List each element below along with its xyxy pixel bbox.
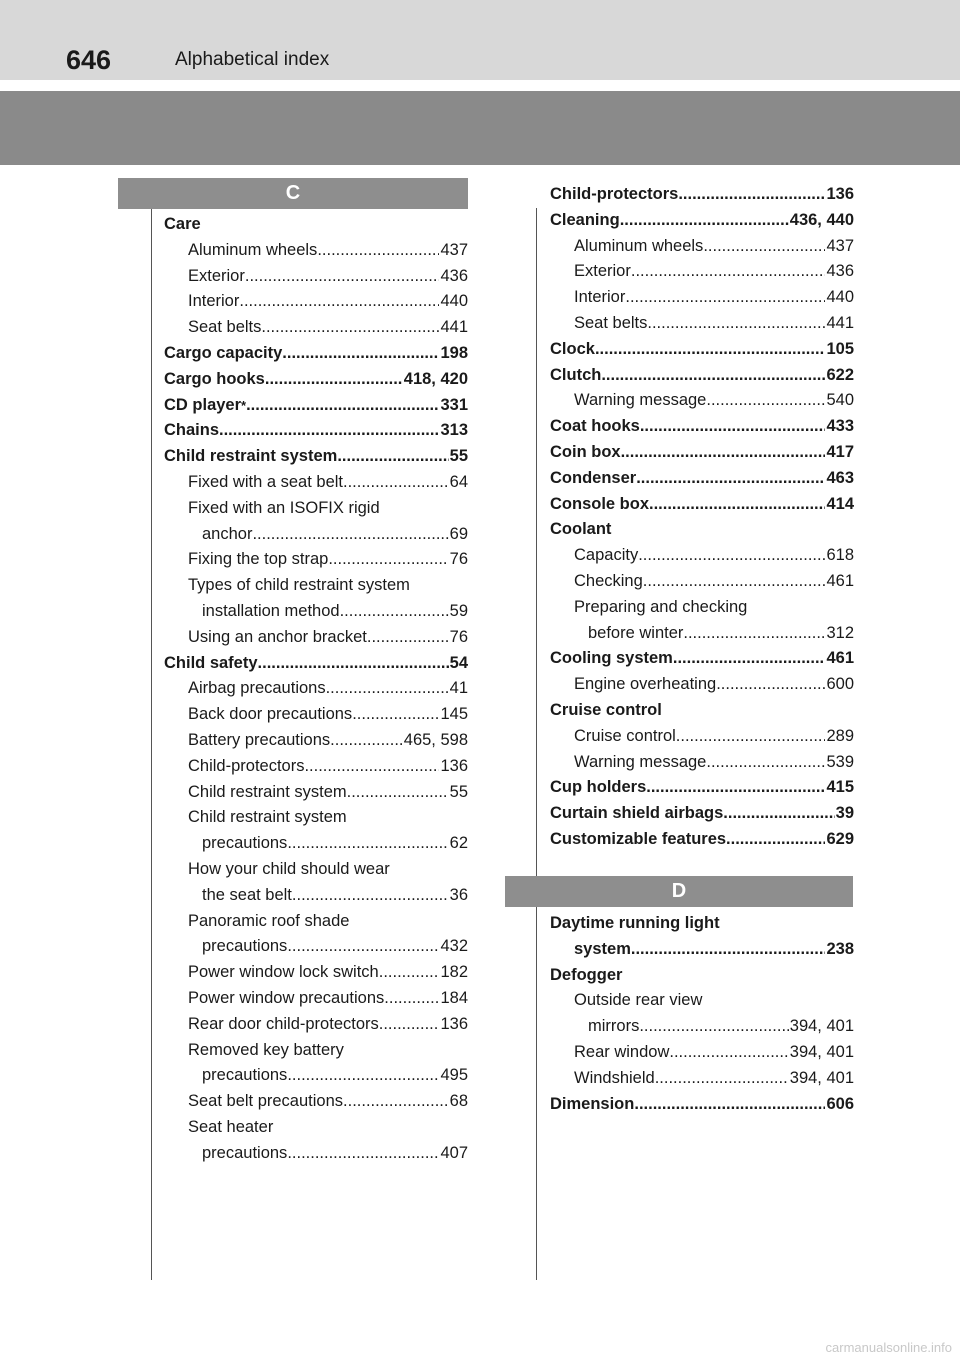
- index-entry-term: Console box: [550, 494, 650, 513]
- index-entry-term: Child restraint system: [188, 782, 347, 801]
- index-entry-term: Airbag precautions: [188, 679, 326, 698]
- index-entry-page: 312: [826, 623, 854, 642]
- index-entry-term: Coolant: [550, 520, 612, 539]
- index-entry-term: Exterior: [188, 266, 245, 285]
- index-entry: [550, 801, 854, 827]
- dot-leader: [676, 724, 826, 750]
- dot-leader: [634, 1092, 825, 1118]
- index-entry: [550, 827, 854, 853]
- index-entry: [164, 315, 468, 341]
- dot-leader: [620, 208, 789, 234]
- index-entry-term: Dimension: [550, 1094, 635, 1113]
- index-entry-page: 36: [449, 885, 468, 904]
- index-entry: [550, 440, 854, 466]
- index-entry-page: 39: [835, 804, 854, 823]
- index-entry: [164, 857, 468, 883]
- index-entry: [164, 728, 468, 754]
- index-entry: [164, 934, 468, 960]
- dot-leader: [340, 599, 449, 625]
- index-entry: [550, 311, 854, 337]
- index-entry-term: Curtain shield airbags: [550, 804, 724, 823]
- index-entry: [550, 1014, 854, 1040]
- dot-leader: [287, 1063, 439, 1089]
- index-entry: [550, 492, 854, 518]
- dot-leader: [337, 444, 448, 470]
- index-entry: [550, 517, 854, 543]
- index-entry: [164, 805, 468, 831]
- dot-leader: [265, 367, 403, 393]
- index-entry-page: 539: [826, 752, 854, 771]
- index-entry-term: Preparing and checking: [574, 597, 748, 616]
- index-entry-term: Cup holders: [550, 778, 647, 797]
- index-entry-page: 105: [826, 339, 854, 358]
- dot-leader: [317, 238, 439, 264]
- index-column-left: [164, 212, 468, 1166]
- index-entry-page: 289: [826, 726, 854, 745]
- index-entry-term: Chains: [164, 421, 220, 440]
- index-entry-term: Seat belts: [574, 313, 648, 332]
- dot-leader: [723, 801, 834, 827]
- index-entry: [550, 1066, 854, 1092]
- index-entry-term: Child-protectors: [188, 756, 305, 775]
- index-entry: [164, 264, 468, 290]
- index-entry-term: Checking: [574, 571, 643, 590]
- index-entry-term: precautions: [202, 1066, 288, 1085]
- dot-leader: [631, 259, 826, 285]
- index-column-right-c: [550, 182, 854, 853]
- index-entry: [164, 289, 468, 315]
- index-entry-term: Aluminum wheels: [188, 240, 318, 259]
- index-entry: [164, 1115, 468, 1141]
- index-entry-page: 62: [449, 834, 468, 853]
- index-entry-page: 54: [449, 653, 468, 672]
- index-entry-page: 68: [449, 1092, 468, 1111]
- dot-leader: [379, 960, 440, 986]
- index-entry-term: Engine overheating: [574, 675, 717, 694]
- index-entry-term: Cleaning: [550, 210, 620, 229]
- dot-leader: [636, 466, 825, 492]
- index-entry: [164, 754, 468, 780]
- index-entry: [550, 672, 854, 698]
- index-entry-page: 436, 440: [789, 210, 854, 229]
- index-entry: [550, 569, 854, 595]
- index-entry: [164, 960, 468, 986]
- dot-leader: [643, 569, 826, 595]
- index-entry: [550, 1092, 854, 1118]
- index-entry-page: 313: [440, 421, 468, 440]
- dot-leader: [246, 393, 439, 419]
- watermark: carmanualsonline.info: [825, 1340, 952, 1355]
- dot-leader: [379, 1012, 440, 1038]
- index-entry-page: 440: [826, 288, 854, 307]
- page-title: Alphabetical index: [175, 49, 330, 70]
- index-entry: [164, 522, 468, 548]
- index-entry-term: Daytime running light: [550, 914, 720, 932]
- index-entry-term: anchor: [202, 524, 253, 543]
- index-entry-term: Child safety: [164, 653, 258, 672]
- index-entry-page: 461: [826, 571, 854, 590]
- index-entry: [164, 909, 468, 935]
- dot-leader: [649, 492, 825, 518]
- index-entry: [164, 1038, 468, 1064]
- index-entry: [550, 937, 854, 963]
- index-entry: [550, 208, 854, 234]
- dot-leader: [669, 1040, 788, 1066]
- index-entry-page: 184: [440, 988, 468, 1007]
- dot-leader: [328, 547, 448, 573]
- index-entry-page: 238: [826, 939, 854, 958]
- index-entry-term: Fixed with an ISOFIX rigid: [188, 498, 380, 517]
- index-entry-term: Rear window: [574, 1042, 670, 1061]
- index-entry-term: Clock: [550, 339, 595, 358]
- dot-leader: [703, 234, 825, 260]
- dot-leader: [726, 827, 825, 853]
- dot-leader: [631, 937, 826, 963]
- index-entry-page: 440: [440, 292, 468, 311]
- dot-leader: [367, 625, 449, 651]
- index-entry: [164, 986, 468, 1012]
- index-entry-term: Fixed with a seat belt: [188, 472, 343, 491]
- index-entry-term: Types of child restraint system: [188, 576, 410, 595]
- index-entry: [550, 543, 854, 569]
- index-entry-term: Cooling system: [550, 649, 673, 668]
- index-entry: [164, 547, 468, 573]
- index-entry-term: Child restraint system: [188, 808, 347, 827]
- index-entry-page: 414: [826, 494, 854, 513]
- index-entry-page: 136: [440, 756, 468, 775]
- index-entry-term: Capacity: [574, 546, 639, 565]
- index-entry: [164, 625, 468, 651]
- index-entry: [164, 470, 468, 496]
- index-entry-term: the seat belt: [202, 885, 292, 904]
- index-entry-term: Fixing the top strap: [188, 550, 329, 569]
- dot-leader: [330, 728, 403, 754]
- index-entry-page: 432: [440, 937, 468, 956]
- index-entry-term: system: [574, 939, 631, 958]
- index-entry-term: Removed key battery: [188, 1040, 344, 1059]
- index-entry-term: installation method: [202, 601, 340, 620]
- index-entry-term: Interior: [188, 292, 240, 311]
- index-entry-term: Defogger: [550, 965, 623, 984]
- index-entry-page: 415: [826, 778, 854, 797]
- index-entry-term: Rear door child-protectors: [188, 1014, 379, 1033]
- index-entry-term: Cargo capacity: [164, 343, 283, 362]
- index-entry: [164, 702, 468, 728]
- index-entry-page: 441: [440, 318, 468, 337]
- index-entry-page: 436: [826, 262, 854, 281]
- index-entry: [550, 466, 854, 492]
- index-entry: [550, 621, 854, 647]
- index-entry-term: Back door precautions: [188, 705, 353, 724]
- index-entry-page: 394, 401: [789, 1017, 854, 1036]
- index-entry-term: Condenser: [550, 468, 637, 487]
- index-entry-page: 495: [440, 1066, 468, 1085]
- index-entry-term: precautions: [202, 1143, 288, 1162]
- index-entry-page: 418, 420: [403, 369, 468, 388]
- dot-leader: [601, 363, 825, 389]
- index-entry: [164, 651, 468, 677]
- index-entry: [164, 1089, 468, 1115]
- index-entry: [164, 418, 468, 444]
- dot-leader: [239, 289, 439, 315]
- index-entry: CD player * ..... 331: [164, 393, 468, 419]
- index-entry-term: Windshield: [574, 1068, 655, 1087]
- index-entry: [550, 259, 854, 285]
- page-number: 646: [66, 45, 112, 75]
- dot-leader: [621, 440, 826, 466]
- index-entry-term: Exterior: [574, 262, 631, 281]
- index-entry: [164, 367, 468, 393]
- dot-leader: [343, 470, 449, 496]
- index-entry-page: 465, 598: [403, 730, 468, 749]
- index-entry: [164, 831, 468, 857]
- index-entry: [550, 646, 854, 672]
- header-band: [0, 0, 960, 80]
- index-entry-term: Aluminum wheels: [574, 236, 704, 255]
- index-entry: [550, 750, 854, 776]
- index-entry-page: 198: [440, 343, 468, 362]
- dot-leader: [625, 285, 825, 311]
- dot-leader: [683, 621, 825, 647]
- index-entry-page: 69: [449, 524, 468, 543]
- index-entry-term: How your child should wear: [188, 859, 390, 878]
- index-entry-page: 394, 401: [789, 1068, 854, 1087]
- index-entry-page: 437: [826, 236, 854, 255]
- dot-leader: [347, 780, 449, 806]
- index-entry: [550, 363, 854, 389]
- index-entry-term: before winter: [588, 623, 684, 642]
- index-entry: [550, 963, 854, 989]
- dot-leader: [673, 646, 826, 672]
- index-entry-term: Child restraint system: [164, 447, 338, 466]
- dot-leader: [287, 934, 439, 960]
- index-entry-term: Outside rear view: [574, 991, 703, 1010]
- index-entry: [550, 1040, 854, 1066]
- index-entry-page: 136: [826, 185, 854, 203]
- index-entry: [164, 341, 468, 367]
- index-entry-page: 76: [449, 550, 468, 569]
- index-entry-page: 437: [440, 240, 468, 259]
- index-entry-term: Care: [164, 215, 201, 233]
- index-entry-page: 407: [440, 1143, 468, 1162]
- index-entry-page: 64: [449, 472, 468, 491]
- index-entry-term: Power window precautions: [188, 988, 385, 1007]
- index-entry-term: Clutch: [550, 365, 602, 384]
- index-entry-page: 622: [826, 365, 854, 384]
- index-entry: [164, 883, 468, 909]
- index-entry: [550, 911, 854, 937]
- index-entry-term: CD player: [164, 395, 242, 414]
- index-entry-term: Battery precautions: [188, 730, 331, 749]
- dot-leader: [292, 883, 449, 909]
- index-entry-page: 55: [449, 447, 468, 466]
- index-entry-term: Power window lock switch: [188, 963, 379, 982]
- dot-leader: [639, 1014, 788, 1040]
- dot-leader: [716, 672, 825, 698]
- dot-leader: [326, 676, 449, 702]
- index-entry-term: Cruise control: [550, 700, 662, 719]
- section-header-d: D: [505, 876, 853, 907]
- index-entry-term: Interior: [574, 288, 626, 307]
- index-entry: [550, 285, 854, 311]
- index-entry-term: mirrors: [588, 1017, 640, 1036]
- index-entry: [550, 988, 854, 1014]
- dot-leader: [678, 182, 825, 208]
- dot-leader: [640, 414, 826, 440]
- dot-leader: [258, 651, 449, 677]
- dot-leader: [352, 702, 439, 728]
- index-entry-term: Child-protectors: [550, 185, 679, 203]
- index-entry-term: Customizable features: [550, 829, 727, 848]
- index-entry-page: 145: [440, 705, 468, 724]
- dot-leader: [261, 315, 439, 341]
- index-entry-page: 606: [826, 1094, 854, 1113]
- index-entry-term: Seat heater: [188, 1117, 274, 1136]
- decorative-band: [0, 91, 960, 165]
- dot-leader: [282, 341, 439, 367]
- index-entry: [550, 724, 854, 750]
- index-entry-page: 629: [826, 829, 854, 848]
- index-entry-page: 41: [449, 679, 468, 698]
- index-entry-term: Warning message: [574, 752, 707, 771]
- index-entry: [164, 1012, 468, 1038]
- index-entry: [550, 698, 854, 724]
- index-column-right-d: [550, 911, 854, 1117]
- index-entry: [550, 775, 854, 801]
- index-entry-term: Cruise control: [574, 726, 676, 745]
- index-entry-page: 55: [449, 782, 468, 801]
- index-entry-page: 436: [440, 266, 468, 285]
- right-column-rule: [536, 208, 537, 1280]
- index-entry-page: 76: [449, 627, 468, 646]
- index-entry-term: Warning message: [574, 391, 707, 410]
- index-entry: [550, 595, 854, 621]
- dot-leader: [219, 418, 439, 444]
- index-entry-term: Panoramic roof shade: [188, 911, 350, 930]
- index-entry-page: 59: [449, 601, 468, 620]
- index-entry: [164, 676, 468, 702]
- dot-leader: [706, 388, 825, 414]
- index-entry: [550, 414, 854, 440]
- dot-leader: [343, 1089, 449, 1115]
- index-entry: [550, 234, 854, 260]
- dot-leader: [287, 1141, 439, 1167]
- index-entry: [164, 1141, 468, 1167]
- index-entry-page: 136: [440, 1014, 468, 1033]
- dot-leader: [638, 543, 825, 569]
- index-entry: [164, 444, 468, 470]
- index-entry-page: 433: [826, 417, 854, 436]
- index-entry: [550, 337, 854, 363]
- index-entry-term: precautions: [202, 937, 288, 956]
- dot-leader: [384, 986, 439, 1012]
- index-entry: [164, 238, 468, 264]
- index-entry-term: Seat belt precautions: [188, 1092, 344, 1111]
- index-entry-page: 540: [826, 391, 854, 410]
- index-entry: [550, 182, 854, 208]
- section-header-c: C: [118, 178, 468, 209]
- index-entry: [550, 388, 854, 414]
- index-entry-term: Seat belts: [188, 318, 262, 337]
- index-entry-page: 461: [826, 649, 854, 668]
- index-entry-term: Cargo hooks: [164, 369, 265, 388]
- index-entry: [164, 780, 468, 806]
- dot-leader: [646, 775, 825, 801]
- index-entry: [164, 212, 468, 238]
- index-entry: [164, 599, 468, 625]
- dot-leader: [706, 750, 825, 776]
- index-entry-term: Coin box: [550, 442, 621, 461]
- dot-leader: [595, 337, 826, 363]
- dot-leader: [304, 754, 439, 780]
- index-entry-page: 600: [826, 675, 854, 694]
- index-entry-term: Using an anchor bracket: [188, 627, 367, 646]
- index-entry: [164, 1063, 468, 1089]
- index-entry: [164, 496, 468, 522]
- index-entry-page: 394, 401: [789, 1042, 854, 1061]
- index-entry-page: 463: [826, 468, 854, 487]
- dot-leader: [287, 831, 448, 857]
- left-column-rule: [151, 208, 152, 1280]
- dot-leader: [655, 1066, 789, 1092]
- index-entry-page: 417: [826, 442, 854, 461]
- dot-leader: [245, 264, 440, 290]
- index-entry-term: precautions: [202, 834, 288, 853]
- dot-leader: [252, 522, 448, 548]
- index-entry: [164, 573, 468, 599]
- index-entry-page: 182: [440, 963, 468, 982]
- index-entry-page: 618: [826, 546, 854, 565]
- dot-leader: [647, 311, 825, 337]
- index-entry-term: Coat hooks: [550, 417, 640, 436]
- index-entry-page: 331: [440, 395, 468, 414]
- index-entry-page: 441: [826, 313, 854, 332]
